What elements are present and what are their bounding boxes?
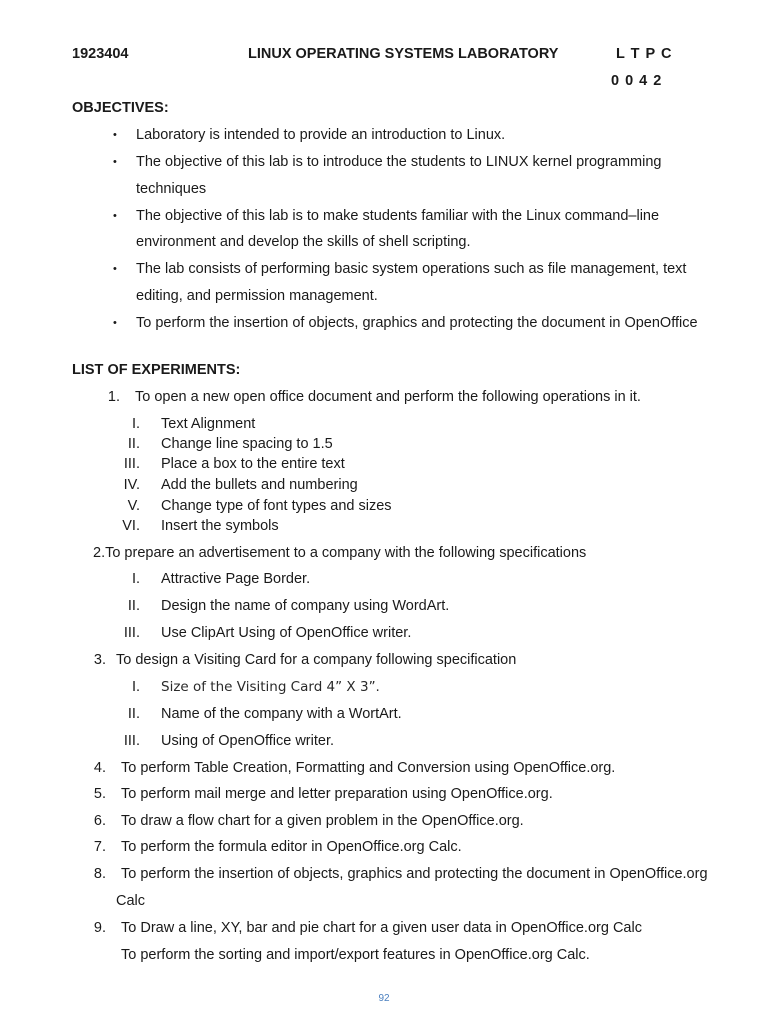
experiment-number: 9. [93, 920, 106, 936]
experiment-text: To draw a flow chart for a given problem in the OpenOffice.org. [121, 813, 524, 829]
experiment-text: To perform mail merge and letter preparation using OpenOffice.org. [121, 786, 553, 802]
experiment-number: 5. [93, 786, 106, 802]
objective-item-continued: environment and develop the skills of shell scripting. [136, 234, 471, 250]
experiment-text: To Draw a line, XY, bar and pie chart for a given user data in OpenOffice.org Calc [121, 920, 642, 936]
sub-item-number: I. [131, 571, 140, 587]
sub-item-number: II. [127, 598, 140, 614]
ltpc-values: 0 0 4 2 [611, 73, 663, 89]
bullet-icon: • [113, 263, 117, 275]
bullet-icon: • [113, 156, 117, 168]
objective-item: The lab consists of performing basic system operations such as file management, text [136, 261, 687, 277]
sub-item-text: Using of OpenOffice writer. [161, 733, 335, 749]
experiment-text-continued: Calc [116, 893, 146, 909]
experiment-number: 8. [93, 866, 106, 882]
experiment-number: 3. [93, 652, 106, 668]
experiment-text: To design a Visiting Card for a company following specification [116, 652, 517, 668]
objective-item: The objective of this lab is to make students familiar with the Linux command–line [136, 208, 660, 224]
ltpc-label: L T P C [616, 46, 673, 62]
objectives-heading: OBJECTIVES: [72, 100, 169, 116]
objective-item: To perform the insertion of objects, graphics and protecting the document in OpenOffice [136, 315, 698, 331]
sub-item-number: I. [131, 416, 140, 432]
experiment-number: 1. [107, 389, 120, 405]
sub-item-number: IV. [123, 477, 140, 493]
course-code: 1923404 [72, 46, 129, 62]
sub-item-text: Use ClipArt Using of OpenOffice writer. [161, 625, 412, 641]
sub-item-number: VI. [122, 518, 140, 534]
sub-item-text: Text Alignment [161, 416, 256, 432]
bullet-icon: • [113, 317, 117, 329]
sub-item-text: Place a box to the entire text [161, 456, 345, 472]
objective-item: Laboratory is intended to provide an introduction to Linux. [136, 127, 506, 143]
experiment-text: To perform the sorting and import/export features in OpenOffice.org Calc. [121, 947, 590, 963]
objective-item-continued: techniques [136, 181, 207, 197]
sub-item-text: Design the name of company using WordArt. [161, 598, 450, 614]
experiment-text: To perform the insertion of objects, graphics and protecting the document in OpenOffice.org [121, 866, 708, 882]
experiment-number: 7. [93, 839, 106, 855]
experiments-heading: LIST OF EXPERIMENTS: [72, 362, 241, 378]
course-title: LINUX OPERATING SYSTEMS LABORATORY [248, 46, 559, 62]
sub-item-number: III. [123, 456, 140, 472]
bullet-icon: • [113, 129, 117, 141]
sub-item-text: Add the bullets and numbering [161, 477, 358, 493]
experiment-text: To perform the formula editor in OpenOffice.org Calc. [121, 839, 462, 855]
objective-item-continued: editing, and permission management. [136, 288, 378, 304]
experiment-number: 6. [93, 813, 106, 829]
sub-item-number: I. [131, 679, 140, 695]
page-number: 92 [378, 993, 390, 1004]
sub-item-number: III. [123, 625, 140, 641]
bullet-icon: • [113, 210, 117, 222]
experiment-text: To perform Table Creation, Formatting and Conversion using OpenOffice.org. [121, 760, 616, 776]
experiment-number: 4. [93, 760, 106, 776]
sub-item-text: Name of the company with a WortArt. [161, 706, 402, 722]
sub-item-number: II. [127, 706, 140, 722]
sub-item-number: III. [123, 733, 140, 749]
experiment-text: To open a new open office document and perform the following operations in it. [135, 389, 641, 405]
sub-item-text: Insert the symbols [161, 518, 279, 534]
sub-item-number: II. [127, 436, 140, 452]
experiment-text: 2.To prepare an advertisement to a company with the following specifications [93, 545, 587, 561]
sub-item-text: Change type of font types and sizes [161, 498, 392, 514]
sub-item-text: Size of the Visiting Card 4” X 3”. [161, 679, 380, 695]
sub-item-text: Attractive Page Border. [161, 571, 311, 587]
sub-item-number: V. [127, 498, 140, 514]
sub-item-text: Change line spacing to 1.5 [161, 436, 333, 452]
objective-item: The objective of this lab is to introduce the students to LINUX kernel programming [136, 154, 662, 170]
